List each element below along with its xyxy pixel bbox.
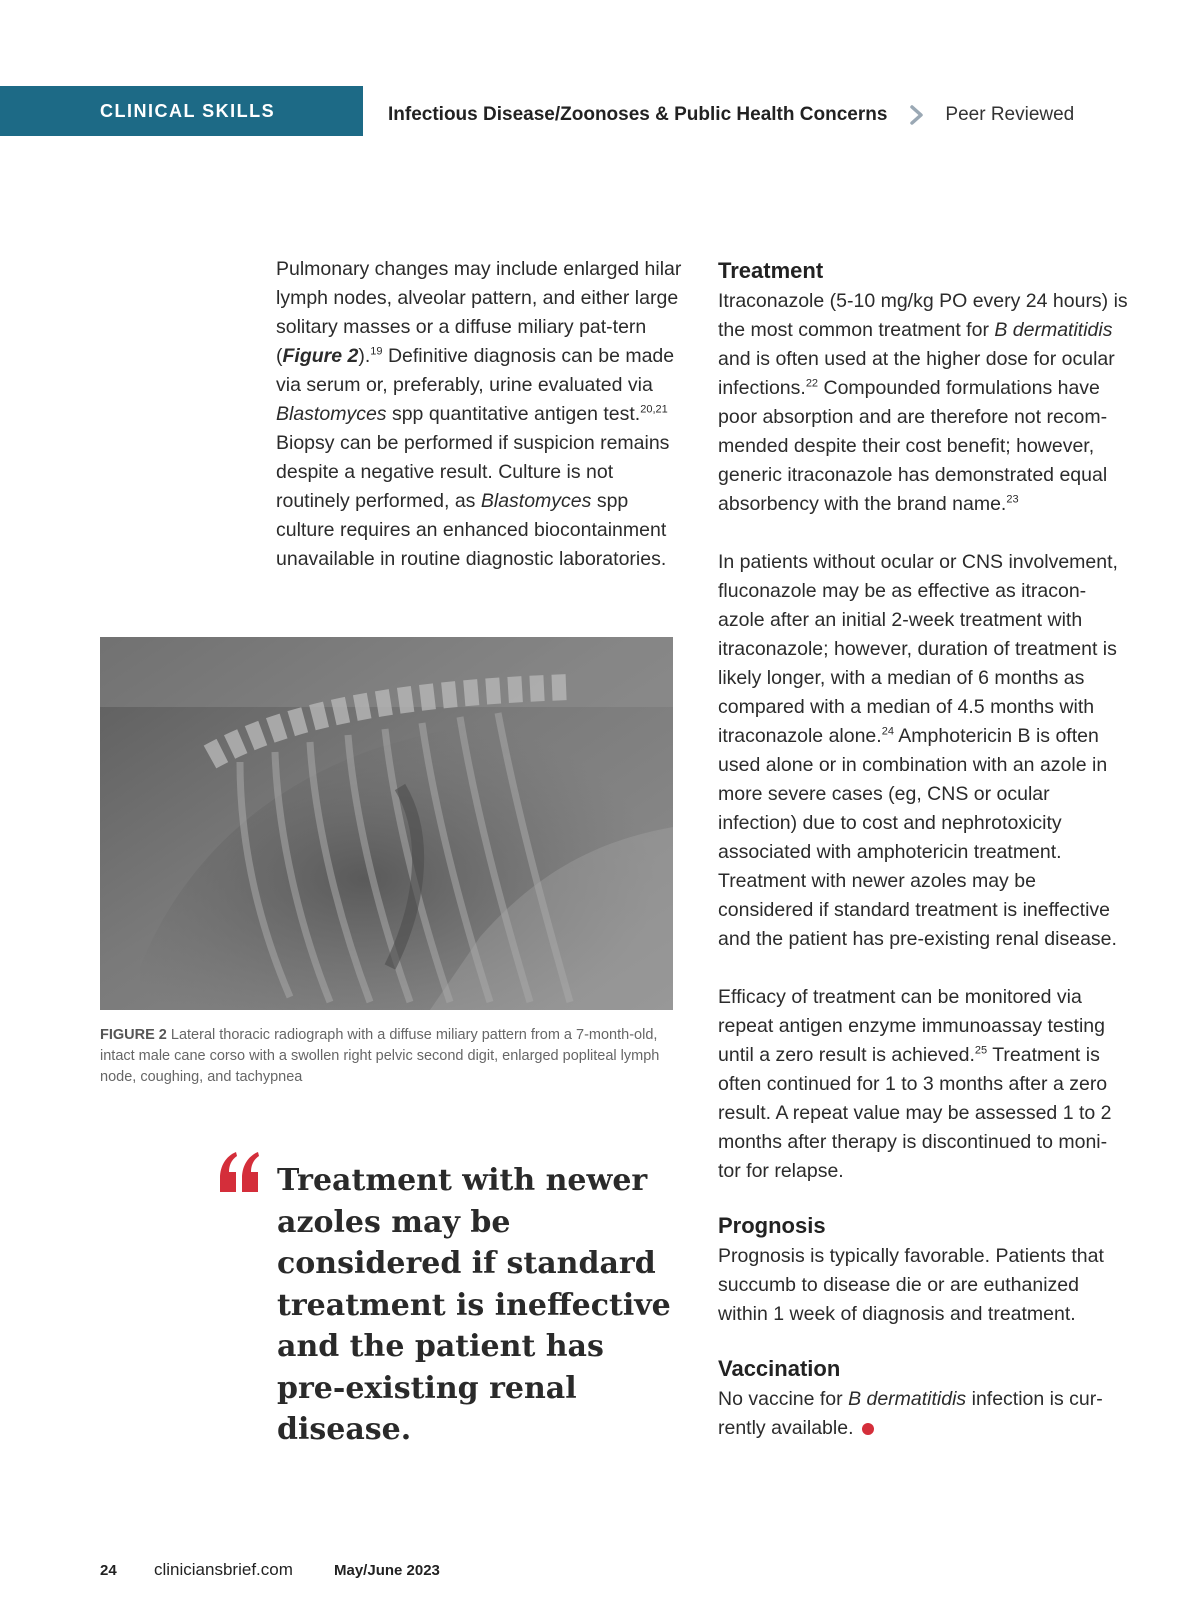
left-column-text <box>276 255 686 574</box>
quote-mark-icon <box>216 1148 262 1194</box>
breadcrumb <box>388 100 1074 130</box>
heading-vaccination: Vaccination <box>718 1356 841 1381</box>
citation: 22 <box>805 377 819 390</box>
prognosis-paragraph: Prognosis is typically favorable. Patients that succumb to disease die or are euthanized within 1 week of diagnosis and treatment. <box>718 1245 1104 1325</box>
treatment-paragraph-3: Efficacy of treatment can be monitored via repeat antigen enzyme immunoassay testing until a zero result is achieved.$^{25}$ Treatment is often continued for 1 to 3 months after a zero result. A repeat value may be assessed 1 to 2 months after therapy is discontinued to moni-tor for relapse. <box>718 986 1112 1182</box>
radiograph-image <box>100 637 673 1010</box>
citation: 20,21 <box>640 403 668 416</box>
end-mark-icon <box>862 1423 874 1435</box>
figure-caption <box>100 1025 680 1088</box>
figure-label: FIGURE 2 <box>100 1027 167 1043</box>
issue-date: May/June 2023 <box>334 1562 440 1579</box>
right-column-text <box>718 255 1128 1443</box>
pull-quote: Treatment with newer azoles may be considered if standard treatment is ineffective and the patient has pre-existing renal disease. <box>277 1163 671 1447</box>
breadcrumb-category[interactable]: Infectious Disease/Zoonoses & Public Health Concerns <box>388 104 888 125</box>
citation: 23 <box>1006 493 1019 506</box>
page-footer <box>100 1560 440 1580</box>
site-link[interactable]: cliniciansbrief.com <box>154 1560 293 1579</box>
page-number: 24 <box>100 1562 117 1579</box>
heading-prognosis: Prognosis <box>718 1213 826 1238</box>
figure-caption-text: Lateral thoracic radiograph with a diffuse miliary pattern from a 7-month-old, intact male cane corso with a swollen right pelvic second digit, enlarged popliteal lymph node, coughing, and tachypnea <box>100 1027 660 1085</box>
figure-reference[interactable]: Figure 2 <box>282 345 359 367</box>
breadcrumb-status: Peer Reviewed <box>945 104 1075 125</box>
diagnosis-paragraph: Pulmonary changes may include enlarged hilar lymph nodes, alveolar pattern, and either large solitary masses or a diffuse miliary pat-tern (Figure 2).$^{19}$ Definitive diagnosis can be made via serum or, preferably, urine evaluated via Blastomyces spp quantitative antigen test.$^{20,21}$ Biopsy can be performed if suspicion remains despite a negative result. Culture is not routinely performed, as Blastomyces spp culture requires an enhanced biocontainment unavailable in routine diagnostic laboratories. <box>276 258 682 570</box>
citation: 25 <box>974 1044 988 1057</box>
citation: 19 <box>370 345 383 358</box>
citation: 24 <box>881 725 894 738</box>
vaccination-paragraph: No vaccine for B dermatitidis infection is cur-rently available. <box>718 1388 1103 1439</box>
section-tab <box>0 86 363 136</box>
heading-treatment: Treatment <box>718 258 824 283</box>
treatment-paragraph-1: Itraconazole (5-10 mg/kg PO every 24 hours) is the most common treatment for B dermatitidis and is often used at the higher dose for ocular infections.$^{22}$ Compounded formulations have poor absorption and are therefore not recom-mended despite their cost benefit; however, generic itraconazole has demonstrated equal absorbency with the brand name.$^{23}$ <box>718 290 1128 515</box>
section-label: CLINICAL SKILLS <box>100 100 276 121</box>
chevron-right-icon <box>903 104 931 126</box>
treatment-paragraph-2: In patients without ocular or CNS involvement, fluconazole may be as effective as itracon-azole after an initial 2-week treatment with itraconazole; however, duration of treatment is likely longer, with a median of 6 months as compared with a median of 4.5 months with itraconazole alone.$^{24}$ Amphotericin B is often used alone or in combination with an azole in more severe cases (eg, CNS or ocular infection) due to cost and nephrotoxicity associated with amphotericin treatment. Treatment with newer azoles may be considered if standard treatment is ineffective and the patient has pre-existing renal disease. <box>718 551 1118 950</box>
